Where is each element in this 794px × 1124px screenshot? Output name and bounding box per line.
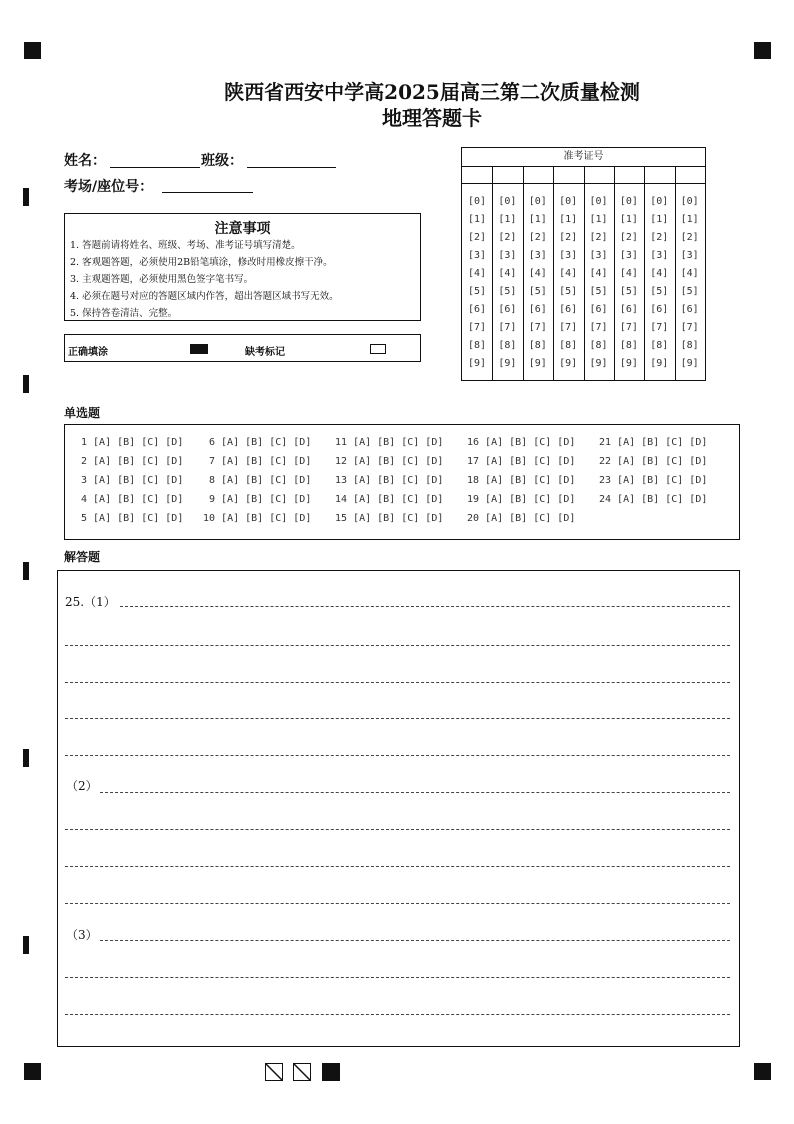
admission-digit-bubble[interactable]: [1]	[467, 214, 487, 225]
choice-question-22[interactable]: 22 [A] [B] [C] [D]	[599, 456, 708, 467]
absent-mark-label: 缺考标记	[245, 347, 285, 358]
choice-question-16[interactable]: 16 [A] [B] [C] [D]	[467, 437, 576, 448]
admission-digit-bubble[interactable]: [2]	[559, 232, 578, 243]
admission-digit-bubble[interactable]: [5]	[498, 286, 517, 297]
choice-question-13[interactable]: 13 [A] [B] [C] [D]	[335, 475, 444, 486]
notice-title: 注意事项	[214, 221, 271, 237]
choice-question-12[interactable]: 12 [A] [B] [C] [D]	[335, 456, 444, 467]
admission-digit-bubble[interactable]: [4]	[589, 268, 608, 279]
class-label: 班级：	[201, 153, 243, 169]
seat-field[interactable]	[162, 192, 253, 193]
admission-digit-bubble[interactable]: [9]	[498, 358, 517, 369]
admission-digit-bubble[interactable]: [3]	[498, 250, 517, 261]
choice-question-4[interactable]: 4 [A] [B] [C] [D]	[81, 494, 184, 505]
admission-digit-bubble[interactable]: [3]	[467, 250, 487, 261]
notice-item: 3. 主观题答题，必须使用黑色签字笔书写。	[70, 274, 254, 285]
admission-digit-bubble[interactable]: [2]	[589, 232, 608, 243]
admission-digit-bubble[interactable]: [7]	[650, 322, 669, 333]
answer-writing-line[interactable]	[65, 866, 730, 867]
admission-digit-bubble[interactable]: [9]	[589, 358, 608, 369]
admission-digit-bubble[interactable]: [8]	[619, 340, 638, 351]
answer-area[interactable]	[57, 570, 740, 1047]
choice-answer-grid	[64, 424, 740, 540]
answer-writing-line[interactable]	[120, 606, 730, 607]
admission-digit-bubble[interactable]: [8]	[467, 340, 487, 351]
admission-digit-bubble[interactable]: [6]	[619, 304, 638, 315]
admission-digit-bubble[interactable]: [0]	[528, 196, 547, 207]
admission-digit-bubble[interactable]: [5]	[559, 286, 578, 297]
timing-mark	[23, 749, 29, 767]
timing-mark	[23, 936, 29, 954]
admission-digit-bubble[interactable]: [5]	[619, 286, 638, 297]
admission-digit-bubble[interactable]: [9]	[467, 358, 487, 369]
admission-digit-bubble[interactable]: [4]	[528, 268, 547, 279]
admission-digit-bubble[interactable]: [1]	[650, 214, 669, 225]
admission-digit-bubble[interactable]: [6]	[650, 304, 669, 315]
answer-writing-line[interactable]	[65, 718, 730, 719]
choice-question-24[interactable]: 24 [A] [B] [C] [D]	[599, 494, 708, 505]
admission-digit-bubble[interactable]: [5]	[589, 286, 608, 297]
correct-fill-label: 正确填涂	[68, 347, 108, 358]
admission-digit-bubble[interactable]: [4]	[650, 268, 669, 279]
admission-digit-bubble[interactable]: [7]	[559, 322, 578, 333]
admission-digit-bubble[interactable]: [9]	[559, 358, 578, 369]
choice-question-18[interactable]: 18 [A] [B] [C] [D]	[467, 475, 576, 486]
notice-box	[64, 213, 421, 321]
registration-mark-top-right	[754, 42, 771, 59]
admission-digit-bubble[interactable]: [7]	[498, 322, 517, 333]
admission-digit-bubble[interactable]: [2]	[680, 232, 699, 243]
admission-digit-bubble[interactable]: [3]	[680, 250, 699, 261]
choice-section-label: 单选题	[64, 406, 101, 420]
registration-mark-bottom-right	[754, 1063, 771, 1080]
admission-digit-bubble[interactable]: [0]	[589, 196, 608, 207]
page-subtitle: 地理答题卡	[382, 106, 482, 130]
admission-digit-bubble[interactable]: [7]	[589, 322, 608, 333]
admission-digit-bubble[interactable]: [3]	[559, 250, 578, 261]
choice-question-10[interactable]: 10 [A] [B] [C] [D]	[203, 513, 312, 524]
answer-section-label: 解答题	[64, 550, 101, 564]
question-25-part-1-label: 25.（1）	[65, 595, 116, 609]
answer-writing-line[interactable]	[65, 682, 730, 683]
answer-writing-line[interactable]	[65, 1014, 730, 1015]
choice-question-21[interactable]: 21 [A] [B] [C] [D]	[599, 437, 708, 448]
timing-mark	[23, 562, 29, 580]
page-title: 陕西省西安中学高2025届高三第二次质量检测	[224, 80, 640, 104]
admission-digit-bubble[interactable]: [6]	[528, 304, 547, 315]
answer-writing-line[interactable]	[65, 829, 730, 830]
admission-digit-bubble[interactable]: [1]	[528, 214, 547, 225]
admission-digit-bubble[interactable]: [8]	[680, 340, 699, 351]
admission-digit-bubble[interactable]: [6]	[467, 304, 487, 315]
admission-digit-bubble[interactable]: [9]	[528, 358, 547, 369]
slash-box-mark	[293, 1063, 311, 1081]
choice-question-6[interactable]: 6 [A] [B] [C] [D]	[209, 437, 312, 448]
admission-digit-bubble[interactable]: [2]	[650, 232, 669, 243]
admission-digit-bubble[interactable]: [8]	[559, 340, 578, 351]
admission-digit-bubble[interactable]: [5]	[650, 286, 669, 297]
admission-digit-bubble[interactable]: [1]	[619, 214, 638, 225]
choice-question-17[interactable]: 17 [A] [B] [C] [D]	[467, 456, 576, 467]
seat-label: 考场/座位号：	[64, 179, 154, 195]
admission-digit-bubble[interactable]: [3]	[650, 250, 669, 261]
admission-digit-bubble[interactable]: [2]	[528, 232, 547, 243]
notice-item: 5. 保持答卷清洁、完整。	[70, 308, 178, 319]
admission-digit-bubble[interactable]: [1]	[559, 214, 578, 225]
answer-writing-line[interactable]	[65, 903, 730, 904]
answer-writing-line[interactable]	[65, 645, 730, 646]
admission-digit-bubble[interactable]: [7]	[680, 322, 699, 333]
admission-digit-bubble[interactable]: [0]	[680, 196, 699, 207]
choice-question-11[interactable]: 11 [A] [B] [C] [D]	[335, 437, 444, 448]
fill-legend	[64, 334, 421, 362]
name-label: 姓名：	[64, 153, 106, 169]
solid-box-mark	[322, 1063, 340, 1081]
admission-digit-bubble[interactable]: [0]	[498, 196, 517, 207]
absent-mark-checkbox[interactable]	[370, 344, 386, 354]
admission-digit-bubble[interactable]: [1]	[680, 214, 699, 225]
admission-digit-bubble[interactable]: [2]	[498, 232, 517, 243]
choice-question-2[interactable]: 2 [A] [B] [C] [D]	[81, 456, 184, 467]
name-field[interactable]	[110, 167, 200, 168]
admission-digit-bubble[interactable]: [1]	[589, 214, 608, 225]
admission-digit-bubble[interactable]: [8]	[650, 340, 669, 351]
choice-question-3[interactable]: 3 [A] [B] [C] [D]	[81, 475, 184, 486]
choice-question-19[interactable]: 19 [A] [B] [C] [D]	[467, 494, 576, 505]
notice-item: 2. 客观题答题，必须使用2B铅笔填涂，修改时用橡皮擦干净。	[70, 257, 333, 268]
admission-digit-bubble[interactable]: [3]	[589, 250, 608, 261]
choice-question-20[interactable]: 20 [A] [B] [C] [D]	[467, 513, 576, 524]
admission-digit-bubble[interactable]: [8]	[528, 340, 547, 351]
admission-digit-bubble[interactable]: [6]	[589, 304, 608, 315]
admission-digit-bubble[interactable]: [2]	[467, 232, 487, 243]
question-25-part-3-label: （3）	[66, 928, 98, 942]
admission-digit-bubble[interactable]: [4]	[559, 268, 578, 279]
answer-writing-line[interactable]	[100, 940, 730, 941]
admission-digit-bubble[interactable]: [9]	[680, 358, 699, 369]
answer-writing-line[interactable]	[100, 792, 730, 793]
admission-number-title: 准考证号	[462, 148, 705, 167]
admission-digit-bubble[interactable]: [1]	[498, 214, 517, 225]
admission-digit-bubble[interactable]: [7]	[528, 322, 547, 333]
choice-question-23[interactable]: 23 [A] [B] [C] [D]	[599, 475, 708, 486]
correct-fill-sample	[190, 344, 208, 354]
admission-digit-bubble[interactable]: [0]	[467, 196, 487, 207]
admission-digit-bubble[interactable]: [8]	[589, 340, 608, 351]
admission-digit-bubble[interactable]: [9]	[650, 358, 669, 369]
answer-writing-line[interactable]	[65, 755, 730, 756]
admission-digit-bubble[interactable]: [6]	[559, 304, 578, 315]
admission-digit-bubble[interactable]: [0]	[650, 196, 669, 207]
registration-mark-top-left	[24, 42, 41, 59]
timing-mark	[23, 375, 29, 393]
admission-digit-bubble[interactable]: [6]	[680, 304, 699, 315]
slash-box-mark	[265, 1063, 283, 1081]
admission-digit-bubble[interactable]: [7]	[619, 322, 638, 333]
answer-writing-line[interactable]	[65, 977, 730, 978]
choice-question-15[interactable]: 15 [A] [B] [C] [D]	[335, 513, 444, 524]
choice-question-5[interactable]: 5 [A] [B] [C] [D]	[81, 513, 184, 524]
admission-digit-bubble[interactable]: [7]	[467, 322, 487, 333]
admission-digit-bubble[interactable]: [3]	[619, 250, 638, 261]
admission-digit-bubble[interactable]: [6]	[498, 304, 517, 315]
choice-question-7[interactable]: 7 [A] [B] [C] [D]	[209, 456, 312, 467]
admission-digit-bubble[interactable]: [5]	[680, 286, 699, 297]
admission-digit-bubble[interactable]: [4]	[498, 268, 517, 279]
admission-digit-bubble[interactable]: [4]	[680, 268, 699, 279]
admission-digit-bubble[interactable]: [5]	[528, 286, 547, 297]
admission-digit-bubble[interactable]: [0]	[619, 196, 638, 207]
admission-digit-bubble[interactable]: [0]	[559, 196, 578, 207]
timing-mark	[23, 188, 29, 206]
choice-question-9[interactable]: 9 [A] [B] [C] [D]	[209, 494, 312, 505]
class-field[interactable]	[247, 167, 336, 168]
notice-item: 4. 必须在题号对应的答题区域内作答，超出答题区域书写无效。	[70, 291, 339, 302]
admission-digit-bubble[interactable]: [4]	[467, 268, 487, 279]
admission-digit-bubble[interactable]: [4]	[619, 268, 638, 279]
admission-digit-bubble[interactable]: [3]	[528, 250, 547, 261]
admission-digit-bubble[interactable]: [5]	[467, 286, 487, 297]
admission-number-box	[461, 147, 706, 381]
registration-mark-bottom-left	[24, 1063, 41, 1080]
choice-question-14[interactable]: 14 [A] [B] [C] [D]	[335, 494, 444, 505]
admission-digit-bubble[interactable]: [9]	[619, 358, 638, 369]
notice-item: 1. 答题前请将姓名、班级、考场、准考证号填写清楚。	[70, 240, 301, 251]
choice-question-1[interactable]: 1 [A] [B] [C] [D]	[81, 437, 184, 448]
admission-digit-bubble[interactable]: [8]	[498, 340, 517, 351]
choice-question-8[interactable]: 8 [A] [B] [C] [D]	[209, 475, 312, 486]
question-25-part-2-label: （2）	[66, 779, 98, 793]
admission-digit-bubble[interactable]: [2]	[619, 232, 638, 243]
